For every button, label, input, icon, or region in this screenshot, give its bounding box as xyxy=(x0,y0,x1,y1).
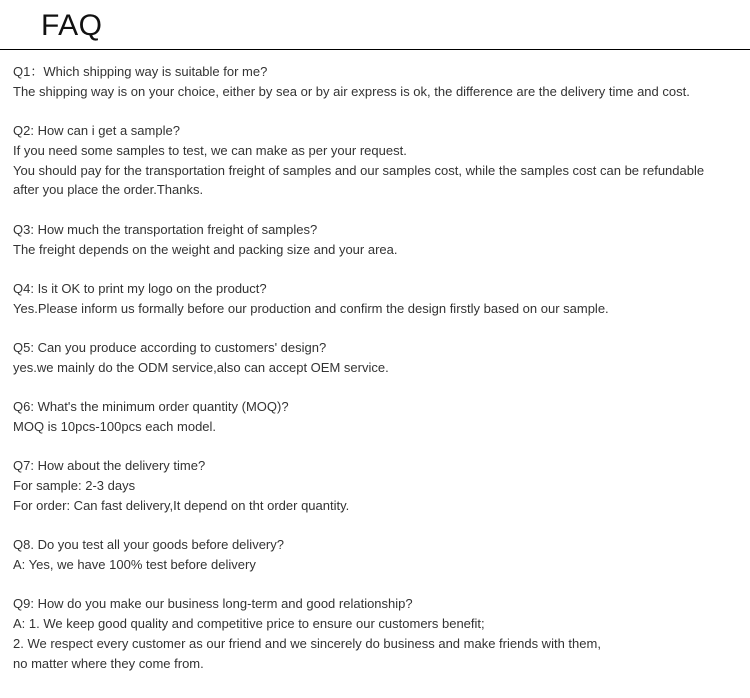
faq-item xyxy=(13,594,743,673)
faq-answer-line: MOQ is 10pcs-100pcs each model. xyxy=(13,418,217,434)
faq-item xyxy=(13,338,743,378)
faq-question: Q6: What's the minimum order quantity (MOQ)? xyxy=(13,399,289,415)
faq-answer-line: You should pay for the transportation freight of samples and our samples cost, while the samples cost can be refundable xyxy=(13,162,705,178)
faq-answer-line: A: Yes, we have 100% test before delivery xyxy=(13,556,256,572)
faq-answer-line: The freight depends on the weight and packing size and your area. xyxy=(13,241,398,257)
faq-answer-line: 2. We respect every customer as our friend and we sincerely do business and make friends with them, xyxy=(13,635,601,651)
faq-answer-line: For sample: 2-3 days xyxy=(13,477,136,493)
page-title: FAQ xyxy=(41,9,103,42)
faq-item xyxy=(13,62,743,102)
faq-question: Q8. Do you test all your goods before delivery? xyxy=(13,537,284,553)
faq-answer-line: no matter where they come from. xyxy=(13,655,204,671)
faq-question: Q9: How do you make our business long-term and good relationship? xyxy=(13,596,413,612)
faq-question: Q7: How about the delivery time? xyxy=(13,458,206,474)
faq-question: Q5: Can you produce according to customers' design? xyxy=(13,339,327,355)
page-header xyxy=(0,0,750,50)
faq-item xyxy=(13,121,743,200)
faq-answer-line: If you need some samples to test, we can make as per your request. xyxy=(13,142,407,158)
faq-answer-line: A: 1. We keep good quality and competitive price to ensure our customers benefit; xyxy=(13,615,485,631)
faq-answer-line: Yes.Please inform us formally before our production and confirm the design firstly based on our sample. xyxy=(13,300,609,316)
faq-answer-line: The shipping way is on your choice, either by sea or by air express is ok, the difference are the delivery time and cost. xyxy=(13,83,690,99)
faq-item xyxy=(13,397,743,437)
faq-item xyxy=(13,220,743,260)
faq-answer-line: after you place the order.Thanks. xyxy=(13,182,204,198)
faq-answer-line: yes.we mainly do the ODM service,also can accept OEM service. xyxy=(13,359,389,375)
faq-item xyxy=(13,279,743,319)
faq-answer-line: For order: Can fast delivery,It depend on tht order quantity. xyxy=(13,497,350,513)
faq-question: Q1：Which shipping way is suitable for me? xyxy=(13,64,268,79)
faq-item xyxy=(13,535,743,575)
faq-question: Q2: How can i get a sample? xyxy=(13,123,180,139)
faq-question: Q3: How much the transportation freight of samples? xyxy=(13,221,318,237)
faq-question: Q4: Is it OK to print my logo on the product? xyxy=(13,280,267,296)
faq-list xyxy=(13,62,743,693)
faq-item xyxy=(13,456,743,515)
